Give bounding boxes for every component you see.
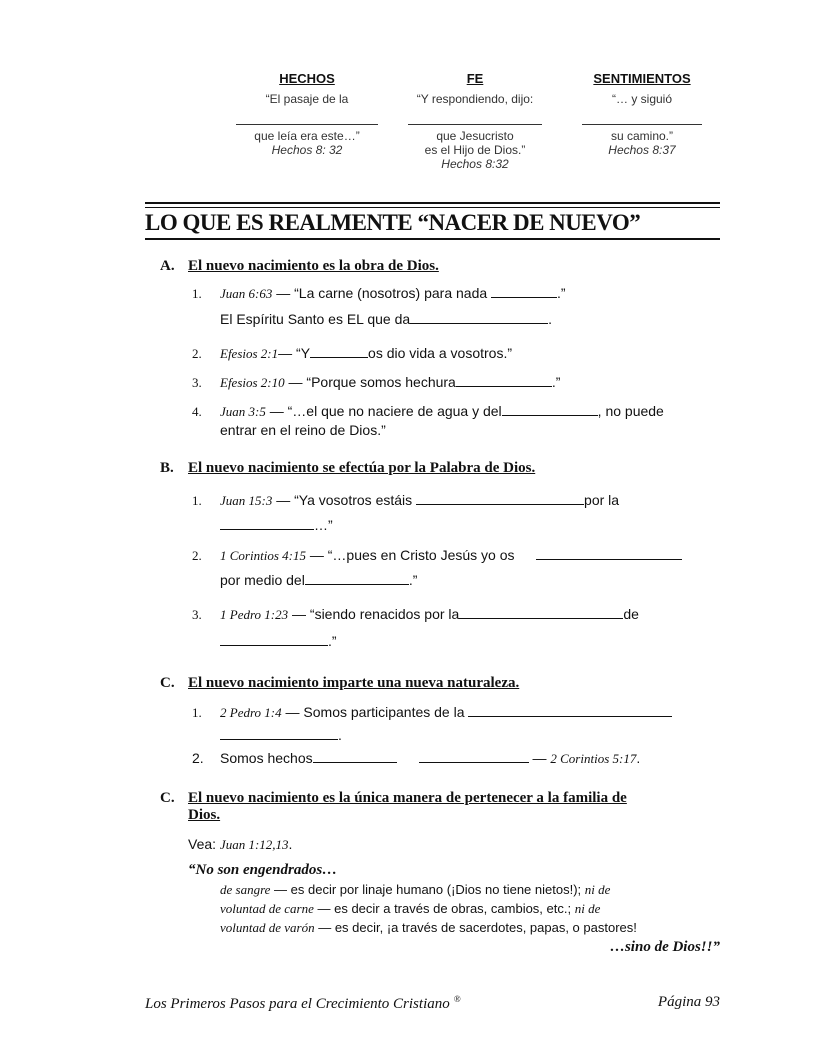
quote-text: — es decir por linaje humano (¡Dios no tiene nietos!); [270,882,585,897]
item-number: 1. [192,286,202,301]
column-text: “… y siguió [611,92,673,106]
fill-blank [459,604,623,619]
fill-blank [305,570,409,585]
item-text: — “…el que no naciere de agua y del [265,403,502,419]
column-text: es el Hijo de Dios.” [424,143,526,157]
column-text: “Y respondiendo, dijo: [416,92,534,106]
scripture-reference: Efesios 2:1 [220,346,279,361]
fill-blank [220,631,328,646]
divider [145,202,720,204]
section-letter: C. [160,675,175,691]
item-number: 2. [192,750,204,766]
column-sentimientos [582,72,702,157]
quote-closing: …sino de Dios!!” [609,939,720,955]
item-text: — “…pues en Cristo Jesús yo os [305,547,519,563]
scripture-reference: Juan 15:3 [220,493,273,508]
column-text: “El pasaje de la [265,92,349,106]
item-text: . [636,750,641,766]
item-number: 4. [192,404,202,419]
section-text: El nuevo nacimiento se efectúa por la Palabra de Dios. [188,460,536,476]
section-heading-b [160,460,720,477]
section-letter: C. [160,790,175,806]
item-text: — Somos participantes de la [281,704,469,720]
section-text: Dios. [188,807,221,823]
fill-blank [313,748,397,763]
page-title: LO QUE ES REALMENTE “NACER DE NUEVO” [145,208,720,240]
quote-ref: voluntad de varón [220,920,315,935]
item-text: El Espíritu Santo es EL que da [220,311,411,327]
scripture-reference: 2 Corintios 5:17 [550,751,637,766]
section-text: El nuevo nacimiento es la única manera de pertenecer a la familia de [188,790,627,806]
fill-blank [408,124,542,125]
section-heading-c [160,675,720,692]
item-text: .” [551,374,561,390]
fill-blank [419,748,529,763]
item-text: . [288,836,293,852]
column-text: que Jesucristo [436,129,514,143]
column-heading: FE [466,71,484,86]
section-letter: A. [160,258,175,274]
quote-text: — es decir, ¡a través de sacerdotes, papas, o pastores! [314,920,637,935]
item-text: , no puede [597,403,664,419]
scripture-reference: Juan 3:5 [220,404,266,419]
fill-blank [220,515,314,530]
quote-ref: voluntad de carne [220,901,314,916]
quote-head: “No son engendrados… [188,862,338,878]
fill-blank [220,725,338,740]
item-c2 [192,748,722,769]
scripture-reference: Efesios 2:10 [220,375,285,390]
scripture-reference: 2 Pedro 1:4 [220,705,282,720]
item-text: de [623,606,639,622]
scripture-reference: 1 Pedro 1:23 [220,607,289,622]
item-b2 [192,543,722,592]
quote-ref: de sangre [220,882,271,897]
footer-left [145,994,461,1013]
fill-blank [502,401,598,416]
item-a1 [192,283,722,330]
quote-text: — es decir a través de obras, cambios, etc.; [313,901,575,916]
item-text: — “Porque somos hechura [284,374,456,390]
scripture-reference: 1 Corintios 4:15 [220,548,306,563]
fill-blank [536,545,682,560]
item-a4 [192,401,722,440]
column-heading: HECHOS [279,71,335,86]
item-text: — “Ya vosotros estáis [272,492,417,508]
item-text: — “siendo renacidos por la [288,606,460,622]
section-text: El nuevo nacimiento imparte una nueva naturaleza. [188,675,520,691]
scripture-reference: Juan 1:12,13 [219,837,289,852]
page-number: Página 93 [657,994,720,1010]
column-reference: Hechos 8: 32 [271,143,343,157]
section-heading-a [160,258,720,275]
item-text: .” [328,633,337,649]
quote-ref: ni de [574,901,601,916]
quote-body [220,880,716,937]
item-text: .” [408,572,418,588]
item-b3 [192,601,722,654]
fill-blank [582,124,702,125]
fill-blank [491,283,557,298]
column-fe [408,72,542,171]
item-a2 [192,343,722,364]
section-letter: B. [160,460,174,476]
item-text: . [338,727,342,743]
item-b1 [192,488,722,537]
item-number: 3. [192,607,202,622]
fill-blank [410,309,548,324]
section-text: El nuevo nacimiento es la obra de Dios. [188,258,439,274]
item-number: 3. [192,375,202,390]
book-title: Los Primeros Pasos para el Crecimiento Cristiano [145,996,450,1012]
item-text: — “Y [278,345,311,361]
fill-blank [416,490,584,505]
registered-mark: ® [453,994,461,1004]
vea-label: Vea: [188,836,220,852]
item-a3 [192,372,722,393]
item-text: . [548,311,553,327]
item-text: por la [584,492,620,508]
item-text: .” [557,285,566,301]
column-text: que leía era este…” [254,129,360,143]
column-hechos [236,72,378,157]
item-number: 1. [192,493,202,508]
column-reference: Hechos 8:37 [608,143,676,157]
fill-blank [310,343,368,358]
column-text: su camino.” [610,129,674,143]
column-reference: Hechos 8:32 [441,157,509,171]
item-text: por medio del [220,572,305,588]
column-heading: SENTIMIENTOS [593,71,691,86]
item-number: 2. [192,548,202,563]
item-number: 1. [192,705,202,720]
section-heading-d [160,790,720,824]
item-text: — [528,750,551,766]
item-text: Somos hechos [220,750,313,766]
scripture-reference: Juan 6:63 [220,286,273,301]
item-text: os dio vida a vosotros.” [368,345,512,361]
fill-blank [456,372,552,387]
fill-blank [236,124,378,125]
item-text: …” [314,517,333,533]
vea-line [188,834,718,855]
item-text: entrar en el reino de Dios.” [220,422,386,438]
quote-ref: ni de [584,882,611,897]
item-number: 2. [192,346,202,361]
fill-blank [468,702,672,717]
item-text: — “La carne (nosotros) para nada [272,285,492,301]
item-c1 [192,701,722,746]
